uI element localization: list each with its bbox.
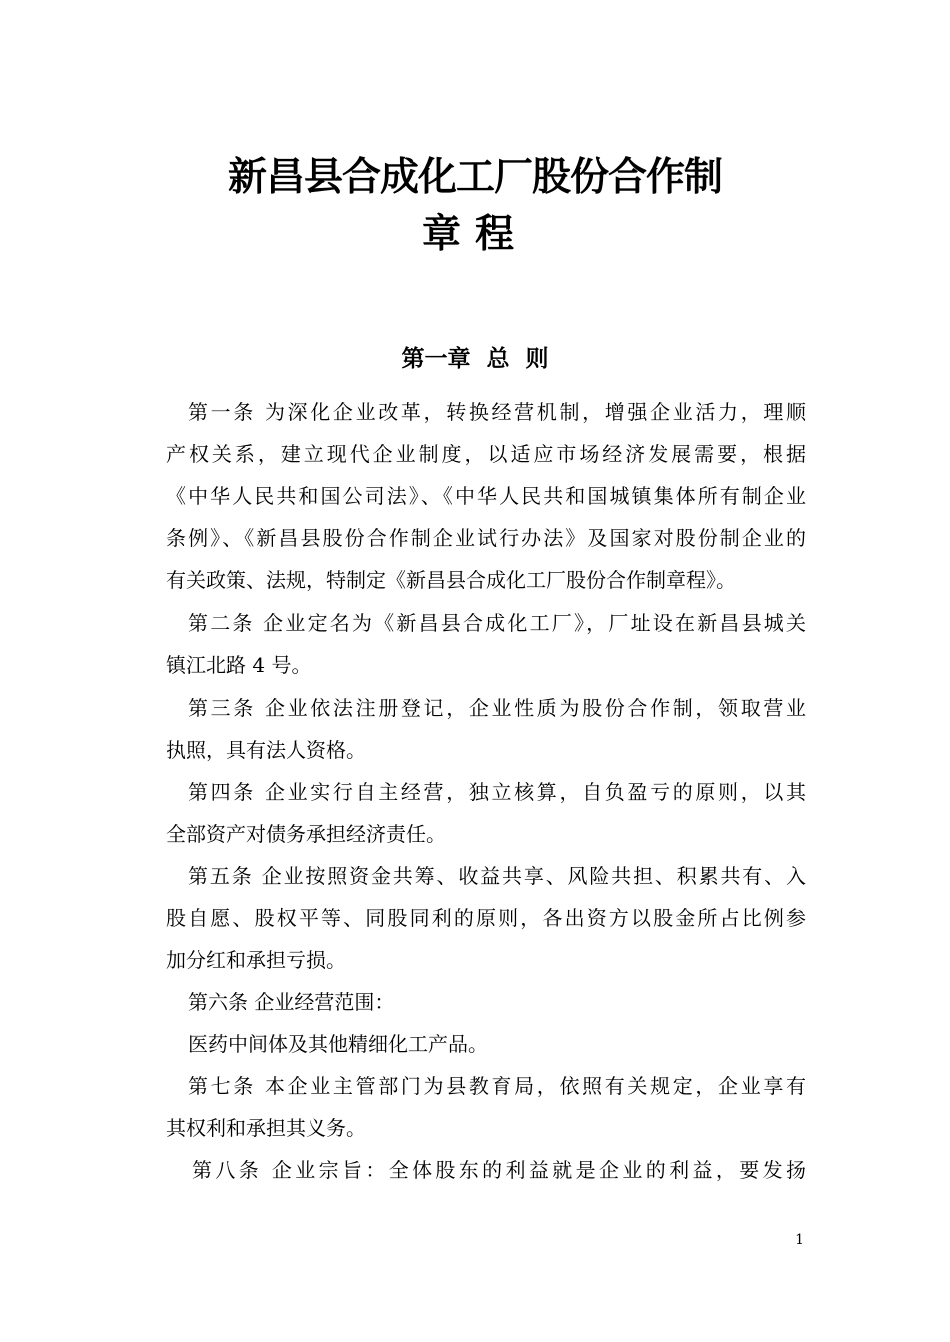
text-line: 第八条 企业宗旨：全体股东的利益就是企业的利益，要发扬: [192, 1158, 806, 1182]
document-subtitle: 章程: [421, 212, 528, 257]
text-line: 《中华人民共和国公司法》、《中华人民共和国城镇集体所有制企业: [166, 484, 806, 508]
text-line: 第三条 企业依法注册登记，企业性质为股份合作制，领取营业: [188, 696, 806, 720]
text-line: 第一条 为深化企业改革，转换经营机制，增强企业活力，理顺: [188, 400, 806, 424]
chapter-number: 第一章: [401, 346, 471, 372]
chapter-heading: [0, 340, 950, 373]
text-line: 其权利和承担其义务。: [166, 1116, 366, 1140]
text-line: 产权关系，建立现代企业制度，以适应市场经济发展需要，根据: [166, 442, 806, 466]
text-line: 第四条 企业实行自主经营，独立核算，自负盈亏的原则，以其: [188, 780, 806, 804]
document-title: 新昌县合成化工厂股份合作制: [227, 155, 722, 200]
text-line: 第七条 本企业主管部门为县教育局，依照有关规定，企业享有: [188, 1074, 806, 1098]
text-line: 医药中间体及其他精细化工产品。: [188, 1032, 488, 1056]
chapter-name: 总 则: [486, 346, 549, 372]
text-line: 执照，具有法人资格。: [166, 738, 366, 762]
text-line: 有关政策、法规，特制定《新昌县合成化工厂股份合作制章程》。: [166, 568, 736, 592]
text-line: 镇江北路 4 号。: [166, 653, 312, 677]
text-line: 加分红和承担亏损。: [166, 948, 346, 972]
text-line: 全部资产对债务承担经济责任。: [166, 822, 446, 846]
text-line: 股自愿、股权平等、同股同利的原则，各出资方以股金所占比例参: [166, 906, 806, 930]
text-line: 条例》、《新昌县股份合作制企业试行办法》及国家对股份制企业的: [166, 526, 806, 550]
page-number: 1: [795, 1232, 804, 1248]
text-line: 第五条 企业按照资金共筹、收益共享、风险共担、积累共有、入: [188, 864, 806, 888]
text-line: 第二条 企业定名为《新昌县合成化工厂》，厂址设在新昌县城关: [188, 611, 806, 635]
text-line: 第六条 企业经营范围：: [188, 990, 395, 1014]
